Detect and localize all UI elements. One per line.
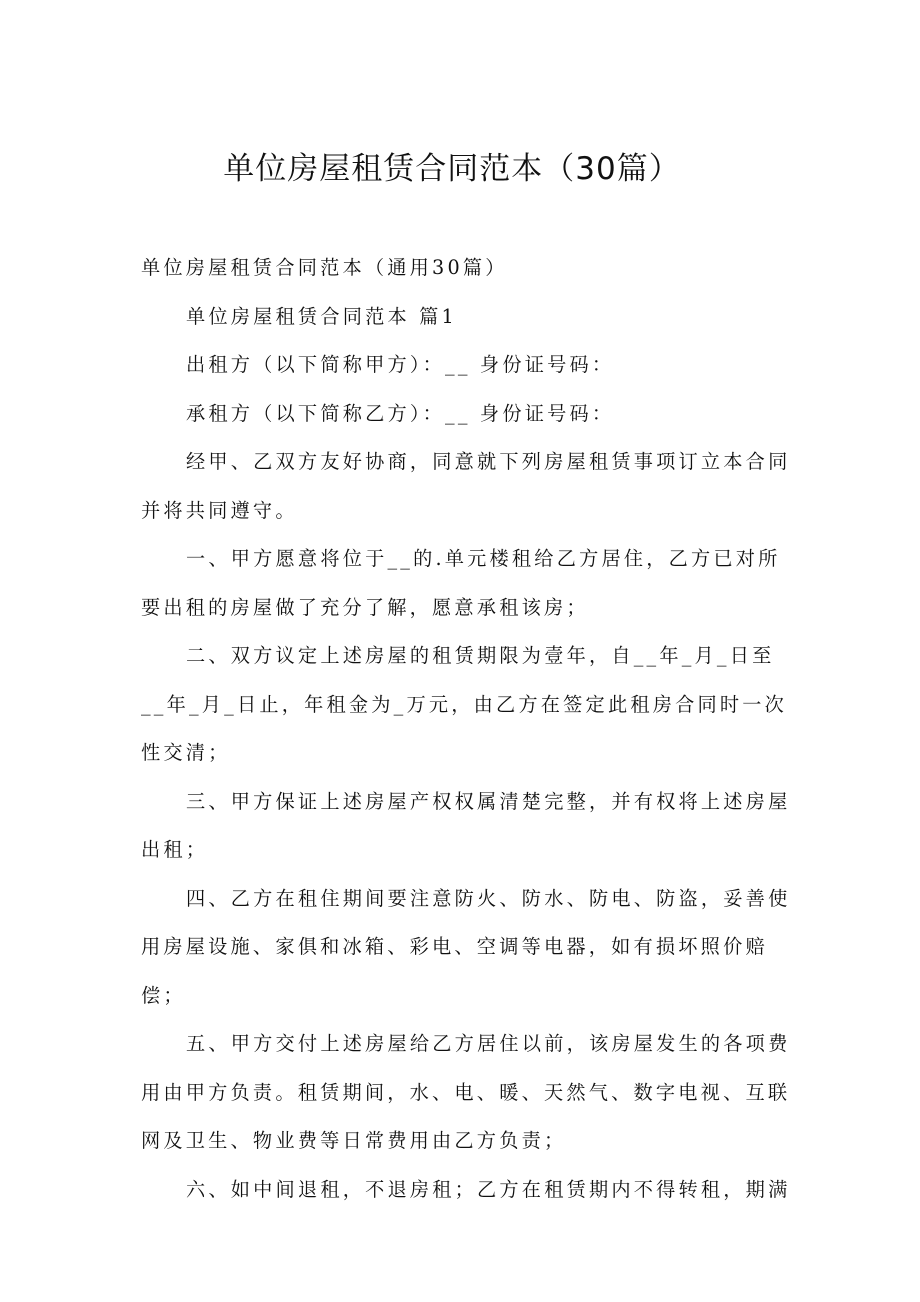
lessee-line: 承租方（以下简称乙方）：__ 身份证号码： bbox=[186, 401, 615, 425]
section-heading: 单位房屋租赁合同范本 篇1 bbox=[186, 304, 457, 328]
clause-1: 一、甲方愿意将位于__的.单元楼租给乙方居住，乙方已对所要出租的房屋做了充分了解，愿意承租该房； bbox=[141, 547, 781, 619]
clause-2: 二、双方议定上述房屋的租赁期限为壹年，自__年_月_日至__年_月_日止，年租金为_万元，由乙方在签定此租房合同时一次性交清； bbox=[141, 644, 788, 764]
preamble-paragraph: 经甲、乙双方友好协商，同意就下列房屋租赁事项订立本合同并将共同遵守。 bbox=[141, 450, 791, 522]
clause-5: 五、甲方交付上述房屋给乙方居住以前，该房屋发生的各项费用由甲方负责。租赁期间，水、电、暖、天然气、数字电视、互联网及卫生、物业费等日常费用由乙方负责； bbox=[141, 1032, 791, 1152]
clause-6: 六、如中间退租，不退房租；乙方在租赁期内不得转租，期满 bbox=[186, 1177, 791, 1201]
lessor-line: 出租方（以下简称甲方）：__ 身份证号码： bbox=[186, 353, 615, 376]
subtitle-paragraph: 单位房屋租赁合同范本（通用30篇） bbox=[141, 256, 508, 279]
clause-3: 三、甲方保证上述房屋产权权属清楚完整，并有权将上述房屋出租； bbox=[141, 789, 791, 861]
document-body bbox=[141, 244, 791, 1214]
document-title: 单位房屋租赁合同范本（30篇） bbox=[223, 151, 681, 187]
clause-4: 四、乙方在租住期间要注意防火、防水、防电、防盗，妥善使用房屋设施、家俱和冰箱、彩电、空调等电器，如有损坏照价赔偿； bbox=[141, 886, 791, 1007]
